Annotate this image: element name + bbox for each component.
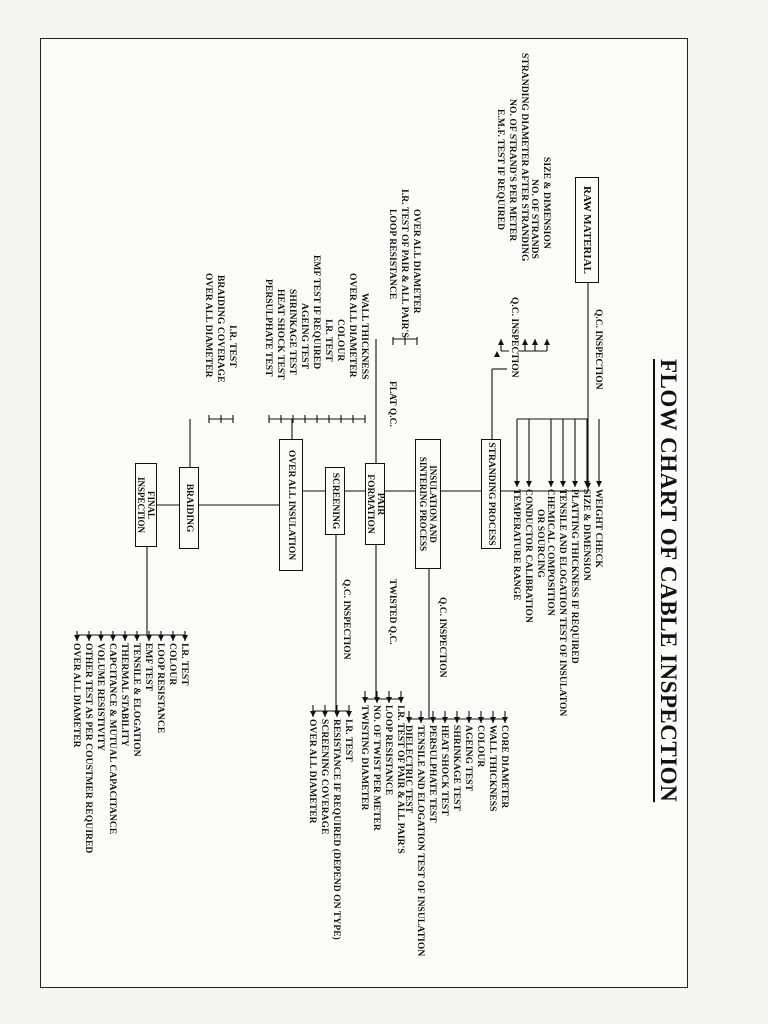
- check-item: CHEMICAL COMPOSITION: [545, 489, 555, 616]
- check-item: COLOUR: [335, 319, 345, 362]
- check-item: HEAT SHOCK TEST: [275, 289, 285, 380]
- arrow-head: [560, 481, 566, 487]
- raw-material-box: RAW MATERIAL: [575, 177, 599, 283]
- check-item: CONDUCTOR CALIBRATION: [523, 489, 533, 623]
- arrow-head: [572, 481, 578, 487]
- arrow-head: [442, 717, 448, 723]
- arrow-head: [322, 711, 328, 717]
- check-item: NO. OF STRAND'S PER METER: [507, 99, 517, 242]
- arrow-head: [498, 339, 504, 345]
- check-item: I.R. TEST OF PAIR & ALL PAIR'S: [395, 705, 405, 854]
- check-item: NO. OF TWIST PER METER: [371, 705, 381, 831]
- arrow-head: [526, 481, 532, 487]
- arrow-head: [74, 635, 80, 641]
- check-item: CAPCITANCE & MUTUAL CAPACITANCE: [107, 643, 117, 835]
- check-item: SHRINKAGE TEST: [287, 289, 297, 375]
- flowchart-canvas: [41, 39, 687, 987]
- page-sheet: [40, 38, 688, 988]
- arrow-head: [430, 717, 436, 723]
- arrow-head: [596, 481, 602, 487]
- arrow-head: [158, 635, 164, 641]
- check-item: OVER ALL DIAMETER: [411, 209, 421, 314]
- pair-formation-box: PAIR FORMATION: [365, 463, 385, 545]
- check-item: TENSILE & ELOGATION: [131, 643, 141, 757]
- arrow-head: [514, 481, 520, 487]
- check-item: OVER ALL DIAMETER: [347, 273, 357, 378]
- check-item: DIELECTRIC TEST: [403, 725, 413, 814]
- check-item: WEIGHT CHECK: [593, 489, 603, 568]
- check-item: VOLUME RESISTIVITY: [95, 643, 105, 751]
- check-item: TENSILE AND ELOGATION TEST OF INSULATON: [557, 489, 567, 717]
- arrow-head: [182, 635, 188, 641]
- check-item: I.R. TEST: [323, 319, 333, 362]
- arrow-head: [386, 697, 392, 703]
- check-item: AGEING TEST: [299, 303, 309, 370]
- check-item: TWISTING DIAMETER: [359, 705, 369, 811]
- check-item: OVER ALL DIAMETER: [203, 273, 213, 378]
- check-item: RESISTANCE IF REQUIRED (DEPEND ON TYPE): [331, 719, 341, 940]
- twisted-qc-label: TWISTED Q.C.: [387, 579, 397, 645]
- page-title: FLOW CHART OF CABLE INSPECTION: [656, 359, 681, 803]
- check-item: EMF TEST IF REQUIRED: [311, 255, 321, 370]
- arrow-head: [310, 711, 316, 717]
- arrow-head: [362, 697, 368, 703]
- arrow-head: [454, 717, 460, 723]
- check-item: PLATTING THICKNESS IF REQUIRED: [569, 489, 579, 664]
- qc-inspection-label-screening: Q.C. INSPECTION: [341, 579, 351, 660]
- arrow-head: [418, 717, 424, 723]
- arrow-head: [346, 711, 352, 717]
- arrow-head: [146, 635, 152, 641]
- over-all-insulation-box: OVER ALL INSULATION: [279, 439, 303, 571]
- check-item: OVER ALL DIAMETER: [307, 719, 317, 824]
- check-item: E.M.F. TEST IF REQUIRED: [495, 109, 505, 231]
- check-item: LOOP RESISTANCE: [387, 209, 397, 300]
- arrow-head: [406, 717, 412, 723]
- arrow-head: [170, 635, 176, 641]
- arrow-head: [86, 635, 92, 641]
- check-item: LOOP RESISTANCE: [155, 643, 165, 734]
- arrow-head: [134, 635, 140, 641]
- check-item: PERSULPHATE TEST: [263, 279, 273, 377]
- check-item: CORE DIAMETER: [499, 725, 509, 809]
- stranding-process-box: STRANDING PROCESS: [481, 439, 501, 549]
- check-item: OR SOURCING: [535, 509, 545, 578]
- check-item: I.R. TEST: [343, 719, 353, 762]
- check-item: TEMPERATURE RANGE: [511, 489, 521, 601]
- arrow-head: [502, 717, 508, 723]
- arrow-head: [494, 351, 500, 357]
- check-item: COLOUR: [475, 725, 485, 768]
- final-inspection-box: FINAL INSPECTION: [135, 463, 157, 547]
- check-item: OVER ALL DIAMETER: [71, 643, 81, 748]
- check-item: WALL THICKNESS: [359, 293, 369, 380]
- arrow-head: [466, 717, 472, 723]
- qc-inspection-label-stranding: Q.C. INSPECTION: [509, 297, 519, 378]
- check-item: WALL THICKNESS: [487, 725, 497, 812]
- check-item: THERMAL STABILITY: [119, 643, 129, 747]
- arrow-head: [374, 697, 380, 703]
- check-item: SCREENING COVERAGE: [319, 719, 329, 835]
- check-item: AGEING TEST: [463, 725, 473, 792]
- arrow-head: [532, 339, 538, 345]
- screening-box: SCREENING: [325, 467, 345, 535]
- check-item: SHRINKAGE TEST: [451, 725, 461, 811]
- check-item: LOOP RESISTANCE: [383, 705, 393, 796]
- check-item: I.R. TEST: [227, 325, 237, 368]
- arrow-head: [544, 339, 550, 345]
- check-item: COLOUR: [167, 643, 177, 686]
- arrow-head: [398, 697, 404, 703]
- arrow-head: [548, 481, 554, 487]
- braiding-box: BRAIDING: [179, 467, 199, 549]
- check-item: I.R. TEST OF PAIR & ALL PAIR'S: [399, 189, 409, 338]
- arrow-head: [110, 635, 116, 641]
- check-item: BRAIDING COVERAGE: [215, 275, 225, 383]
- arrow-head: [122, 635, 128, 641]
- qc-inspection-label-insulation: Q.C. INSPECTION: [437, 597, 447, 678]
- arrow-head: [334, 711, 340, 717]
- check-item: PERSULPHATE TEST: [427, 725, 437, 823]
- qc-inspection-label-raw: Q.C. INSPECTION: [593, 309, 603, 390]
- arrow-head: [478, 717, 484, 723]
- check-item: EMF TEST: [143, 643, 153, 692]
- arrow-head: [522, 339, 528, 345]
- check-item: I.R. TEST: [179, 643, 189, 686]
- flat-qc-label: FLAT Q.C.: [387, 381, 397, 427]
- insulation-process-box: INSULATION AND SINTERING PROCESS: [415, 439, 441, 569]
- arrow-head: [490, 717, 496, 723]
- arrow-head: [98, 635, 104, 641]
- check-item: TENSILE AND ELOGATION TEST OF INSULATION: [415, 725, 425, 957]
- check-item: SIZE & DIMENSION: [541, 157, 551, 249]
- check-item: OTHER TEST AS PER COUSTMER REQUIRED: [83, 643, 93, 854]
- check-item: SIZE & DIMENSION: [581, 489, 591, 581]
- check-item: STRANDING DIAMETER AFTER STRANDING: [519, 53, 529, 262]
- check-item: HEAT SHOCK TEST: [439, 725, 449, 816]
- check-item: NO. OF STRANDS: [529, 179, 539, 259]
